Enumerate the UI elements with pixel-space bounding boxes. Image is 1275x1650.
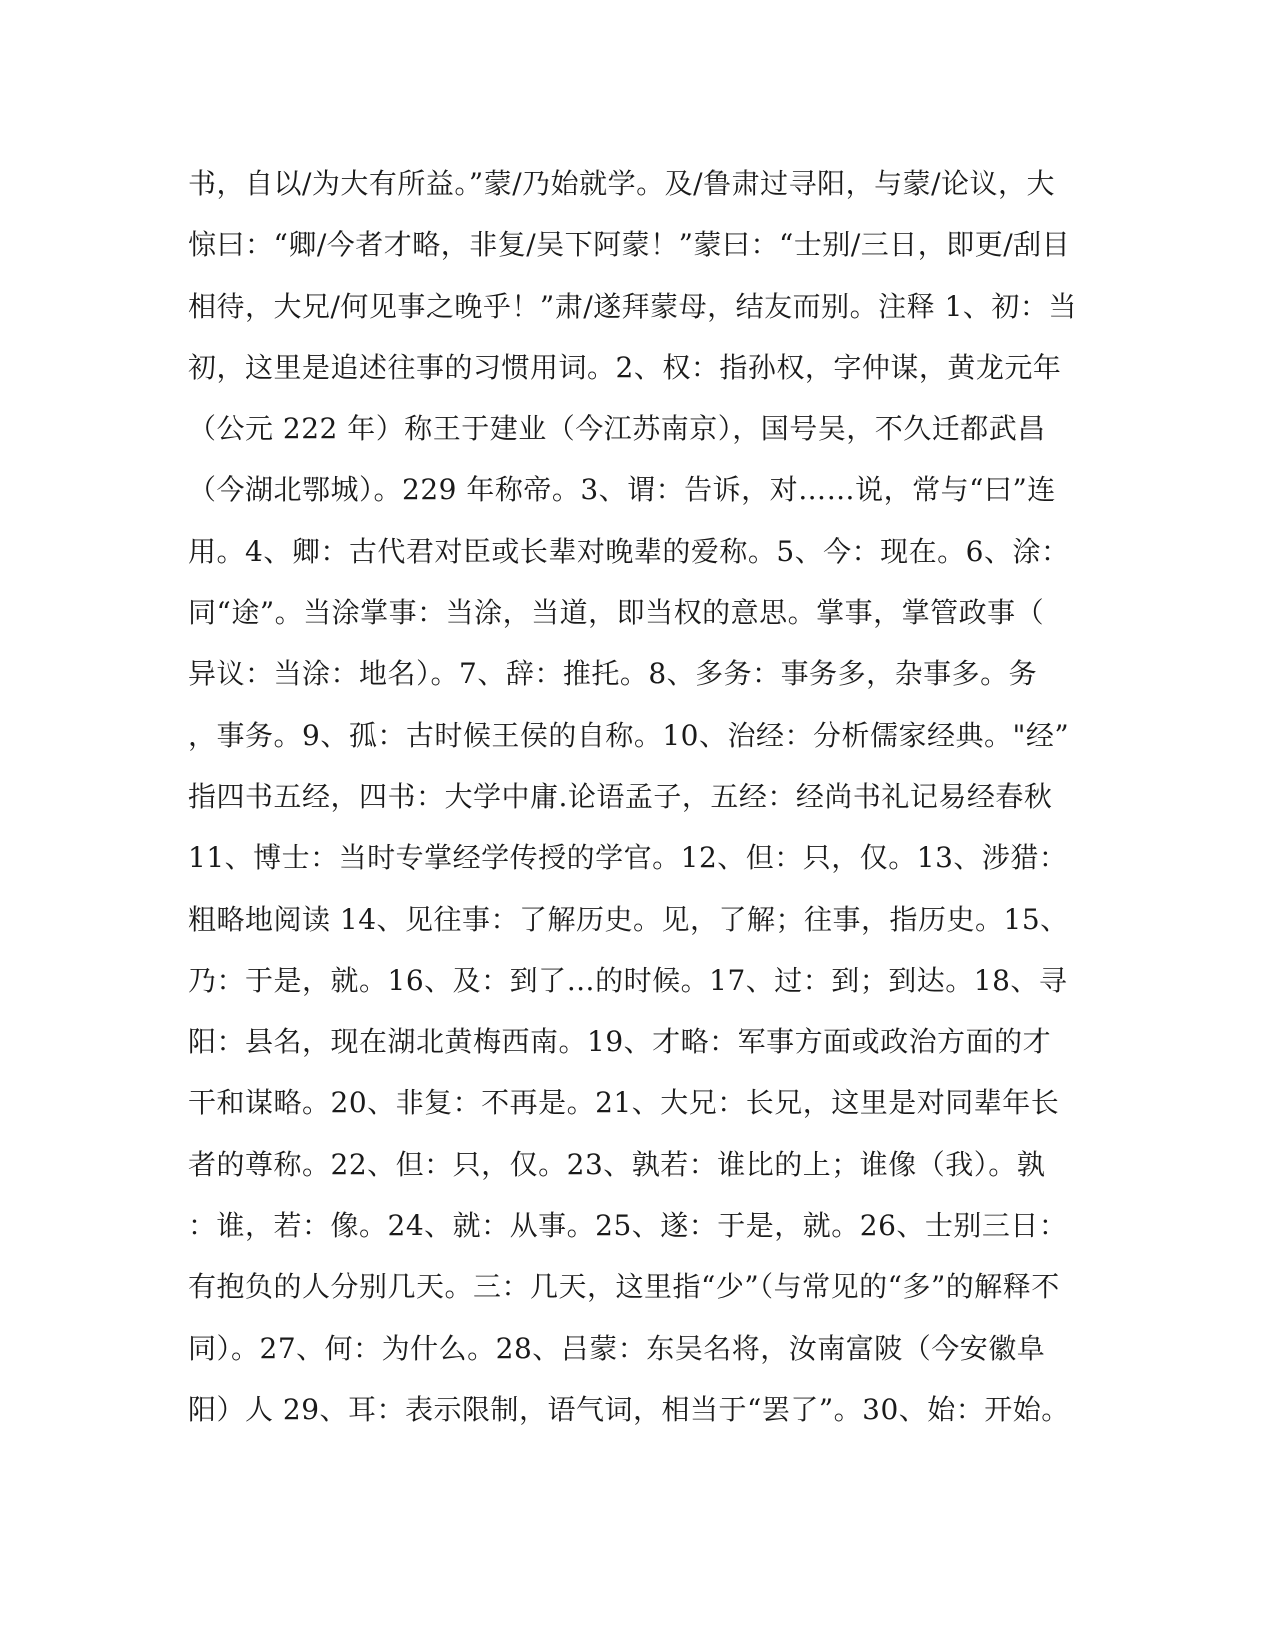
text-line: 同）。27、何：为什么。28、吕蒙：东吴名将，汝南富陂（今安徽阜: [188, 1331, 1046, 1365]
text-line: 者的尊称。22、但：只，仅。23、孰若：谁比的上；谁像（我）。孰: [188, 1147, 1046, 1181]
text-line: 有抱负的人分别几天。三：几天，这里指“少”（与常见的“多”的解释不: [188, 1270, 1060, 1304]
text-line: 惊曰：“卿/今者才略，非复/吴下阿蒙！”蒙曰：“士别/三日，即更/刮目: [188, 228, 1071, 262]
text-line: （今湖北鄂城）。229 年称帝。3、谓：告诉，对……说，常与“曰”连: [188, 473, 1056, 507]
body-text: [188, 162, 1088, 1449]
text-line: 书，自以/为大有所益。”蒙/乃始就学。及/鲁肃过寻阳，与蒙/论议，大: [188, 167, 1056, 200]
text-line: 干和谋略。20、非复：不再是。21、大兄：长兄，这里是对同辈年长: [188, 1086, 1060, 1120]
text-line: （公元 222 年）称王于建业（今江苏南京），国号吴，不久迁都武昌: [188, 412, 1046, 446]
text-line: 11、博士：当时专掌经学传授的学官。12、但：只，仅。13、涉猎：: [188, 841, 1068, 875]
text-line: ，事务。9、孤：古时候王侯的自称。10、治经：分析儒家经典。"经”: [188, 718, 1070, 752]
text-line: ：谁，若：像。24、就：从事。25、遂：于是，就。26、士别三日：: [188, 1209, 1068, 1243]
text-line: 用。4、卿：古代君对臣或长辈对晚辈的爱称。5、今：现在。6、涂：: [188, 534, 1070, 568]
text-line: 相待，大兄/何见事之晚乎！”肃/遂拜蒙母，结友而别。注释 1、初：当: [188, 289, 1077, 323]
text-line: 同“途”。当涂掌事：当涂，当道，即当权的意思。掌事，掌管政事（: [188, 596, 1045, 630]
text-line: 粗略地阅读 14、见往事：了解历史。见，了解；往事，指历史。15、: [188, 902, 1069, 936]
text-line: 阳）人 29、耳：表示限制，语气词，相当于“罢了”。30、始：开始。: [188, 1392, 1070, 1426]
text-line: 指四书五经，四书：大学中庸.论语孟子，五经：经尚书礼记易经春秋: [188, 779, 1053, 813]
text-line: 异议：当涂：地名）。7、辞：推托。8、多务：事务多，杂事多。务: [188, 657, 1038, 691]
text-line: 初，这里是追述往事的习惯用词。2、权：指孙权，字仲谋，黄龙元年: [188, 350, 1062, 384]
text-line: 阳：县名，现在湖北黄梅西南。19、才略：军事方面或政治方面的才: [188, 1025, 1052, 1059]
text-line: 乃：于是，就。16、及：到了…的时候。17、过：到；到达。18、寻: [188, 963, 1068, 997]
